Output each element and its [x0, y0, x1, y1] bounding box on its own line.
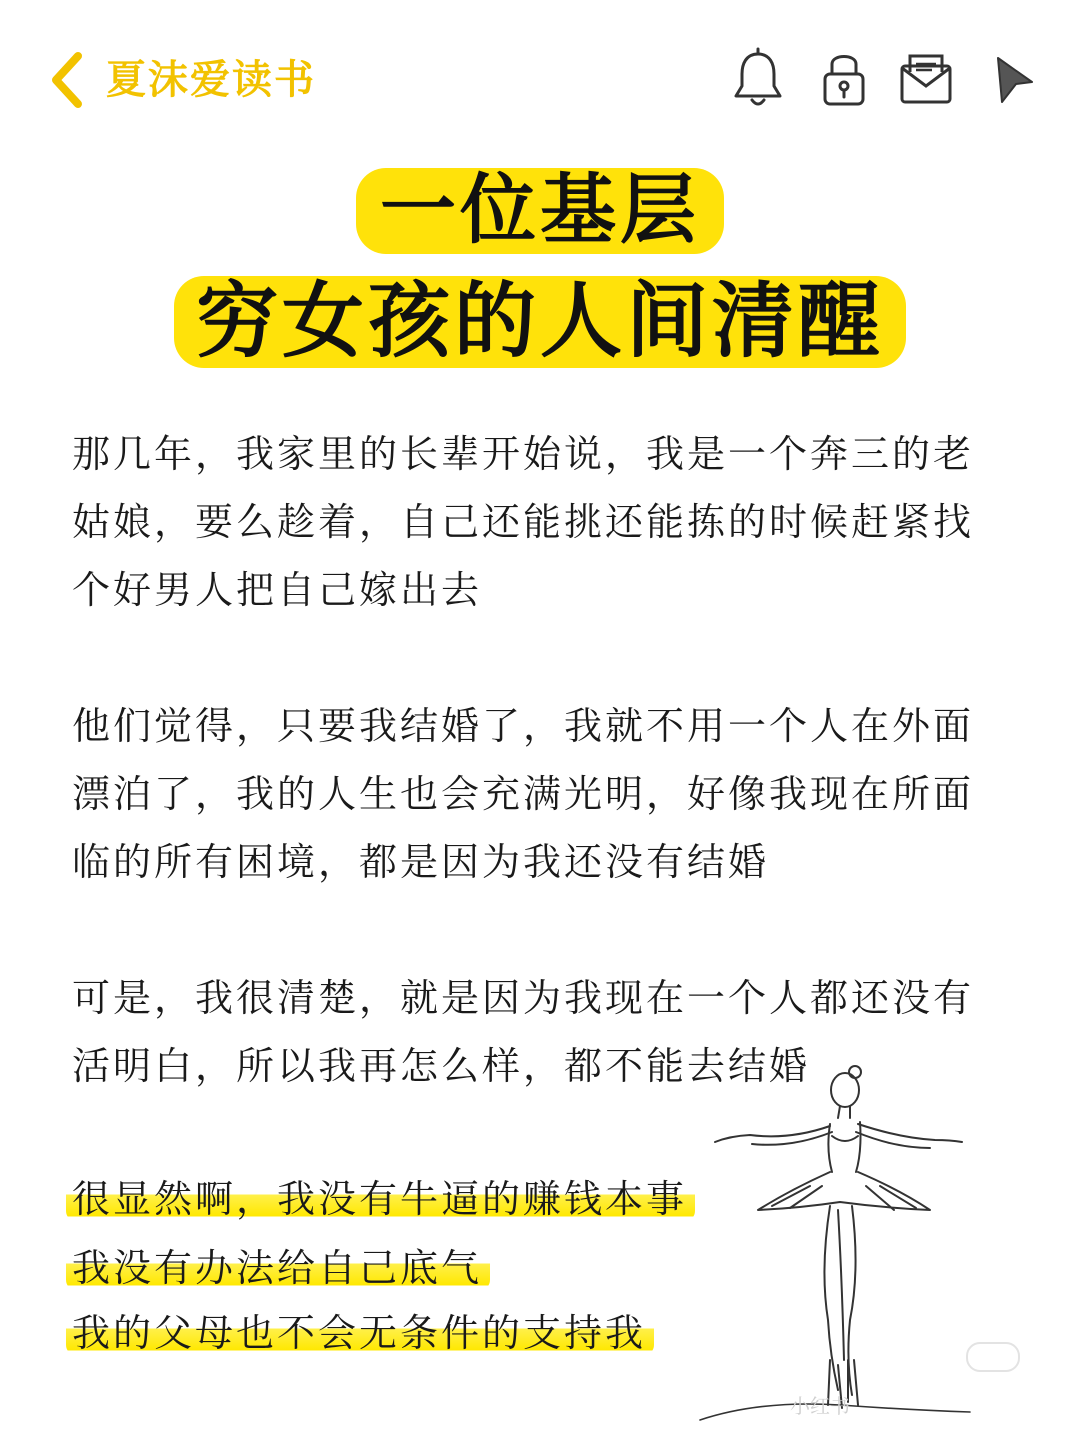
watermark-text: 小红书 [790, 1394, 850, 1418]
highlight-text-1: 很显然啊，我没有牛逼的赚钱本事 [66, 1177, 695, 1221]
top-bar [0, 40, 1080, 120]
paragraph-1: 那几年，我家里的长辈开始说，我是一个奔三的老姑娘，要么趁着，自己还能挑还能拣的时候赶紧找个好男人把自己嫁出去 [72, 432, 975, 612]
back-button[interactable] [44, 50, 94, 110]
title-text-2: 穷女孩的人间清醒 [174, 276, 906, 368]
chevron-left-icon [44, 50, 94, 110]
highlight-text-2: 我没有办法给自己底气 [66, 1246, 490, 1290]
bell-icon[interactable] [730, 46, 786, 110]
lock-icon[interactable] [816, 46, 872, 110]
title-text-1: 一位基层 [356, 168, 724, 254]
highlight-line-3 [66, 1308, 654, 1358]
cursor-arrow-icon[interactable] [986, 46, 1042, 110]
ballerina-illustration [680, 1060, 980, 1430]
highlight-line-2 [66, 1243, 490, 1293]
highlight-text-3: 我的父母也不会无条件的支持我 [66, 1311, 654, 1355]
title-line-1 [0, 165, 1080, 254]
highlight-line-1 [66, 1174, 695, 1224]
title-line-2 [0, 276, 1080, 368]
account-name[interactable]: 夏沫爱读书 [106, 57, 316, 103]
mail-icon[interactable] [898, 46, 954, 110]
watermark-badge [966, 1342, 1020, 1372]
paragraph-2: 他们觉得，只要我结婚了，我就不用一个人在外面漂泊了，我的人生也会充满光明，好像我现在所面临的所有困境，都是因为我还没有结婚 [72, 704, 975, 884]
paragraph-3: 可是，我很清楚，就是因为我现在一个人都还没有活明白，所以我再怎么样，都不能去结婚 [72, 976, 975, 1088]
